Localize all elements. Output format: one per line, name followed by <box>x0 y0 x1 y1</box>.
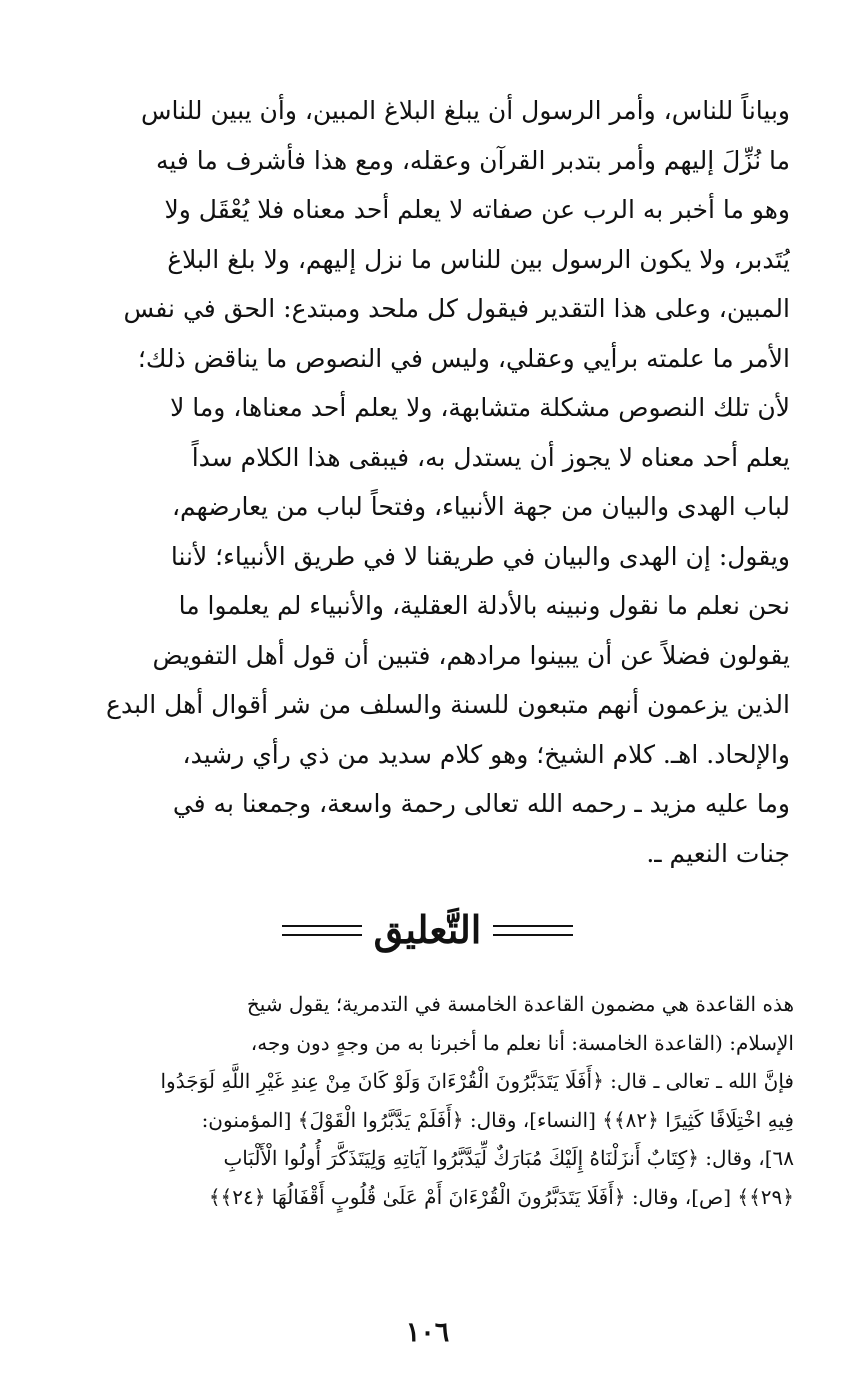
text-line: يقولون فضلاً عن أن يبينوا مرادهم، فتبين أن قول أهل التفويض <box>152 640 790 670</box>
text-line: نحن نعلم ما نقول ونبينه بالأدلة العقلية، والأنبياء لم يعلموا ما <box>178 591 790 620</box>
heading-rule-left <box>282 925 362 936</box>
text-line: وما عليه مزيد ـ رحمه الله تعالى رحمة واسعة، وجمعنا به في <box>172 789 790 818</box>
section-title: التَّعليق <box>373 907 482 952</box>
text-line: لأن تلك النصوص مشكلة متشابهة، ولا يعلم أحد معناها، وما لا <box>170 393 790 422</box>
text-line: وهو ما أخبر به الرب عن صفاته لا يعلم أحد معناه فلا يُعْقَل ولا <box>164 195 790 224</box>
page-number: ١٠٦ <box>405 1317 450 1348</box>
text-line: ما نُزِّلَ إليهم وأمر بتدبر القرآن وعقله، ومع هذا فأشرف ما فيه <box>155 145 790 175</box>
commentary-line: ﴿٢٩﴾﴾ [ص]، وقال: ﴿أَفَلَا يَتَدَبَّرُونَ الْقُرْءَانَ أَمْ عَلَىٰ قُلُوبٍ أَقْفَالُهَا ﴿٢٤﴾﴾ <box>208 1184 794 1209</box>
text-line: الذين يزعمون أنهم متبعون للسنة والسلف من شر أقوال أهل البدع <box>106 690 790 719</box>
commentary-body <box>60 985 794 1217</box>
text-line: يُتَدبر، ولا يكون الرسول بين للناس ما نزل إليهم، ولا بلغ البلاغ <box>167 244 790 274</box>
text-line: وبياناً للناس، وأمر الرسول أن يبلغ البلاغ المبين، وأن يبين للناس <box>140 96 790 125</box>
commentary-line: ٦٨]، وقال: ﴿كِتَابٌ أَنزَلْنَاهُ إِلَيْكَ مُبَارَكٌ لِّيَدَّبَّرُوا آيَاتِهِ وَلِيَتَذَكَّرَ أُولُوا الْأَلْبَابِ <box>223 1146 794 1171</box>
text-line: المبين، وعلى هذا التقدير فيقول كل ملحد ومبتدع: الحق في نفس <box>123 294 790 323</box>
text-line: لباب الهدى والبيان من جهة الأنبياء، وفتحاً لباب من يعارضهم، <box>171 492 790 521</box>
text-line: ويقول: إن الهدى والبيان في طريقنا لا في طريق الأنبياء؛ لأننا <box>170 541 790 571</box>
commentary-line: الإسلام: (القاعدة الخامسة: أنا نعلم ما أخبرنا به من وجهٍ دون وجه، <box>250 1030 794 1055</box>
text-line: يعلم أحد معناه لا يجوز أن يستدل به، فيبقى هذا الكلام سداً <box>191 442 790 472</box>
commentary-line: فإنَّ الله ـ تعالى ـ قال: ﴿أَفَلَا يَتَدَبَّرُونَ الْقُرْءَانَ وَلَوْ كَانَ مِنْ عِندِ غَيْرِ اللَّهِ لَوَجَدُوا <box>160 1069 794 1094</box>
text-line: والإلحاد. اهـ. كلام الشيخ؛ وهو كلام سديد من ذي رأي رشيد، <box>182 739 790 769</box>
section-heading <box>250 900 605 960</box>
text-line: جنات النعيم ـ. <box>646 838 790 868</box>
heading-rule-right <box>493 925 573 936</box>
main-text-body <box>78 86 790 878</box>
commentary-line: فِيهِ اخْتِلَافًا كَثِيرًا ﴿٨٢﴾﴾ [النساء]، وقال: ﴿أَفَلَمْ يَدَّبَّرُوا الْقَوْلَ﴾ [المؤمنون: <box>201 1107 794 1132</box>
text-line: الأمر ما علمته برأيي وعقلي، وليس في النصوص ما يناقض ذلك؛ <box>137 343 790 373</box>
commentary-line: هذه القاعدة هي مضمون القاعدة الخامسة في التدمرية؛ يقول شيخ <box>246 992 794 1016</box>
